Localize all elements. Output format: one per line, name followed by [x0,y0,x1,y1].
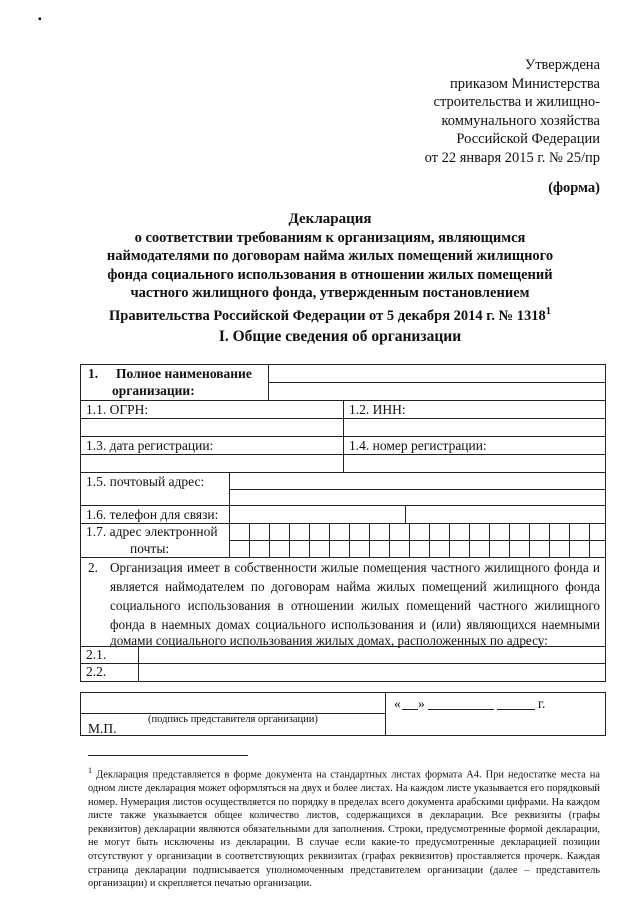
date-year-suffix: г. [538,696,546,711]
email-box-divider [589,523,590,557]
item-2-line: домами социального использования жилых домах, расположенных по адресу: [110,633,548,648]
email-box-divider [309,523,310,557]
date-year-line[interactable] [497,709,535,710]
item-2-line: социального использования в отношении жилых помещений частного жилищного [110,598,600,613]
field-1-number: 1. [88,366,99,381]
field-1-label-line1: Полное наименование [116,366,252,381]
scan-mark: ▪ [38,14,42,25]
field-postal-label: 1.5. почтовый адрес: [86,474,205,489]
field-reg-number-label: 1.4. номер регистрации: [349,438,487,453]
email-box-divider [529,523,530,557]
cell-divider [229,489,605,490]
approval-line: Утверждена [524,57,600,73]
footnote [88,764,600,891]
email-box-divider [349,523,350,557]
item-2-number: 2. [88,560,98,575]
date-month-line[interactable] [428,709,494,710]
email-box-divider [429,523,430,557]
date-open-quote: « [394,696,401,711]
footnote-number: 1 [88,766,92,775]
row-divider [80,418,606,419]
declaration-subtitle-line: частного жилищного фонда, утвержденным постановлением [130,285,530,301]
approval-line: Российской Федерации [456,131,600,147]
footnote-separator [88,755,248,756]
seal-place-label: М.П. [88,721,117,736]
signature-caption: (подпись представителя организации) [148,714,318,725]
field-reg-date-label: 1.3. дата регистрации: [86,438,214,453]
table-border-top [80,364,606,365]
cell-divider [268,382,605,383]
email-box-divider [489,523,490,557]
declaration-title: Декларация [288,211,372,227]
email-box-divider [329,523,330,557]
signature-border-right [605,692,606,735]
email-box-divider [389,523,390,557]
signature-border-top [80,692,606,693]
field-email-label-line1: 1.7. адрес электронной [86,524,218,539]
cell-divider [229,505,230,523]
signature-divider [385,692,386,735]
email-box-divider [569,523,570,557]
field-phone-label: 1.6. телефон для связи: [86,507,219,522]
date-day-line[interactable] [402,709,418,710]
approval-block [360,56,600,167]
section-title: I. Общие сведения об организации [218,328,462,345]
row-divider [80,472,606,473]
row-divider [80,454,606,455]
email-box-divider [269,523,270,557]
email-box-divider [449,523,450,557]
field-inn-label: 1.2. ИНН: [349,402,406,417]
field-email-label-line2: почты: [130,541,170,556]
item-2-1-label: 2.1. [86,647,107,662]
row-divider [80,505,606,506]
declaration-subtitle-line: Правительства Российской Федерации от 5 декабря 2014 г. № 1318 [109,307,546,324]
footnote-text: Декларация представляется в форме документа на стандартных листах формата А4. При недостатке места на одном листе декларация может оформляться на двух и более листах. На каждом листе указывается его порядковый номер. Нумерация листов осуществляется по порядку в пределах всего документа арабскими цифрами. На каждом листе также указывается общее количество листов, содержащихся в декларации. Все реквизиты (графы реквизитов) декларации являются обязательными для заполнения. Строки, предусмотренные формой декларации, не могут быть исключены из декларации. В случае если какие-то предусмотренные декларацией позиции отсутствуют у организации в соответствующих реквизитах (графах реквизитов) проставляется прочерк. Каждая страница декларации подписывается уполномоченным представителем организации (далее – представитель организации) и скрепляется печатью организации. [88,769,600,890]
email-box-divider [509,523,510,557]
email-box-divider [289,523,290,557]
item-2-2-label: 2.2. [86,664,107,679]
approval-line: строительства и жилищно- [433,94,600,110]
item-2-line: Организация имеет в собственности жилые помещения частного жилищного фонда и [110,560,600,575]
declaration-subtitle-line: о соответствии требованиям к организациям, являющимся [134,229,526,246]
declaration-title-block [70,210,590,325]
approval-line: коммунального хозяйства [441,112,600,129]
form-label: (форма) [548,180,600,196]
cell-divider [405,505,406,523]
date-close-quote: » [418,696,425,711]
email-box-divider [549,523,550,557]
field-ogrn-label: 1.1. ОГРН: [86,402,149,417]
approval-line: от 22 января 2015 г. № 25/пр [424,149,600,166]
cell-divider [138,646,139,681]
approval-line: приказом Министерства [450,75,600,92]
signature-border-bottom [80,735,606,736]
declaration-subtitle-last [70,303,590,325]
email-box-divider [369,523,370,557]
email-box-divider [409,523,410,557]
item-2-line: является наймодателем по договорам найма жилых помещений жилищного фонда [110,579,600,594]
field-1-label-line2: организации: [112,383,195,398]
declaration-subtitle-line: фонда социального использования в отношении жилых помещений [107,266,553,283]
table-border-bottom [80,681,606,682]
row-divider [80,663,606,664]
item-2-line: фонда в наемных домах социального использования и (или) являющихся наемными [110,617,600,632]
footnote-ref: 1 [545,305,551,317]
email-box-divider [249,523,250,557]
declaration-subtitle-line: наймодателями по договорам найма жилых помещений жилищного [106,248,554,264]
email-box-divider [469,523,470,557]
